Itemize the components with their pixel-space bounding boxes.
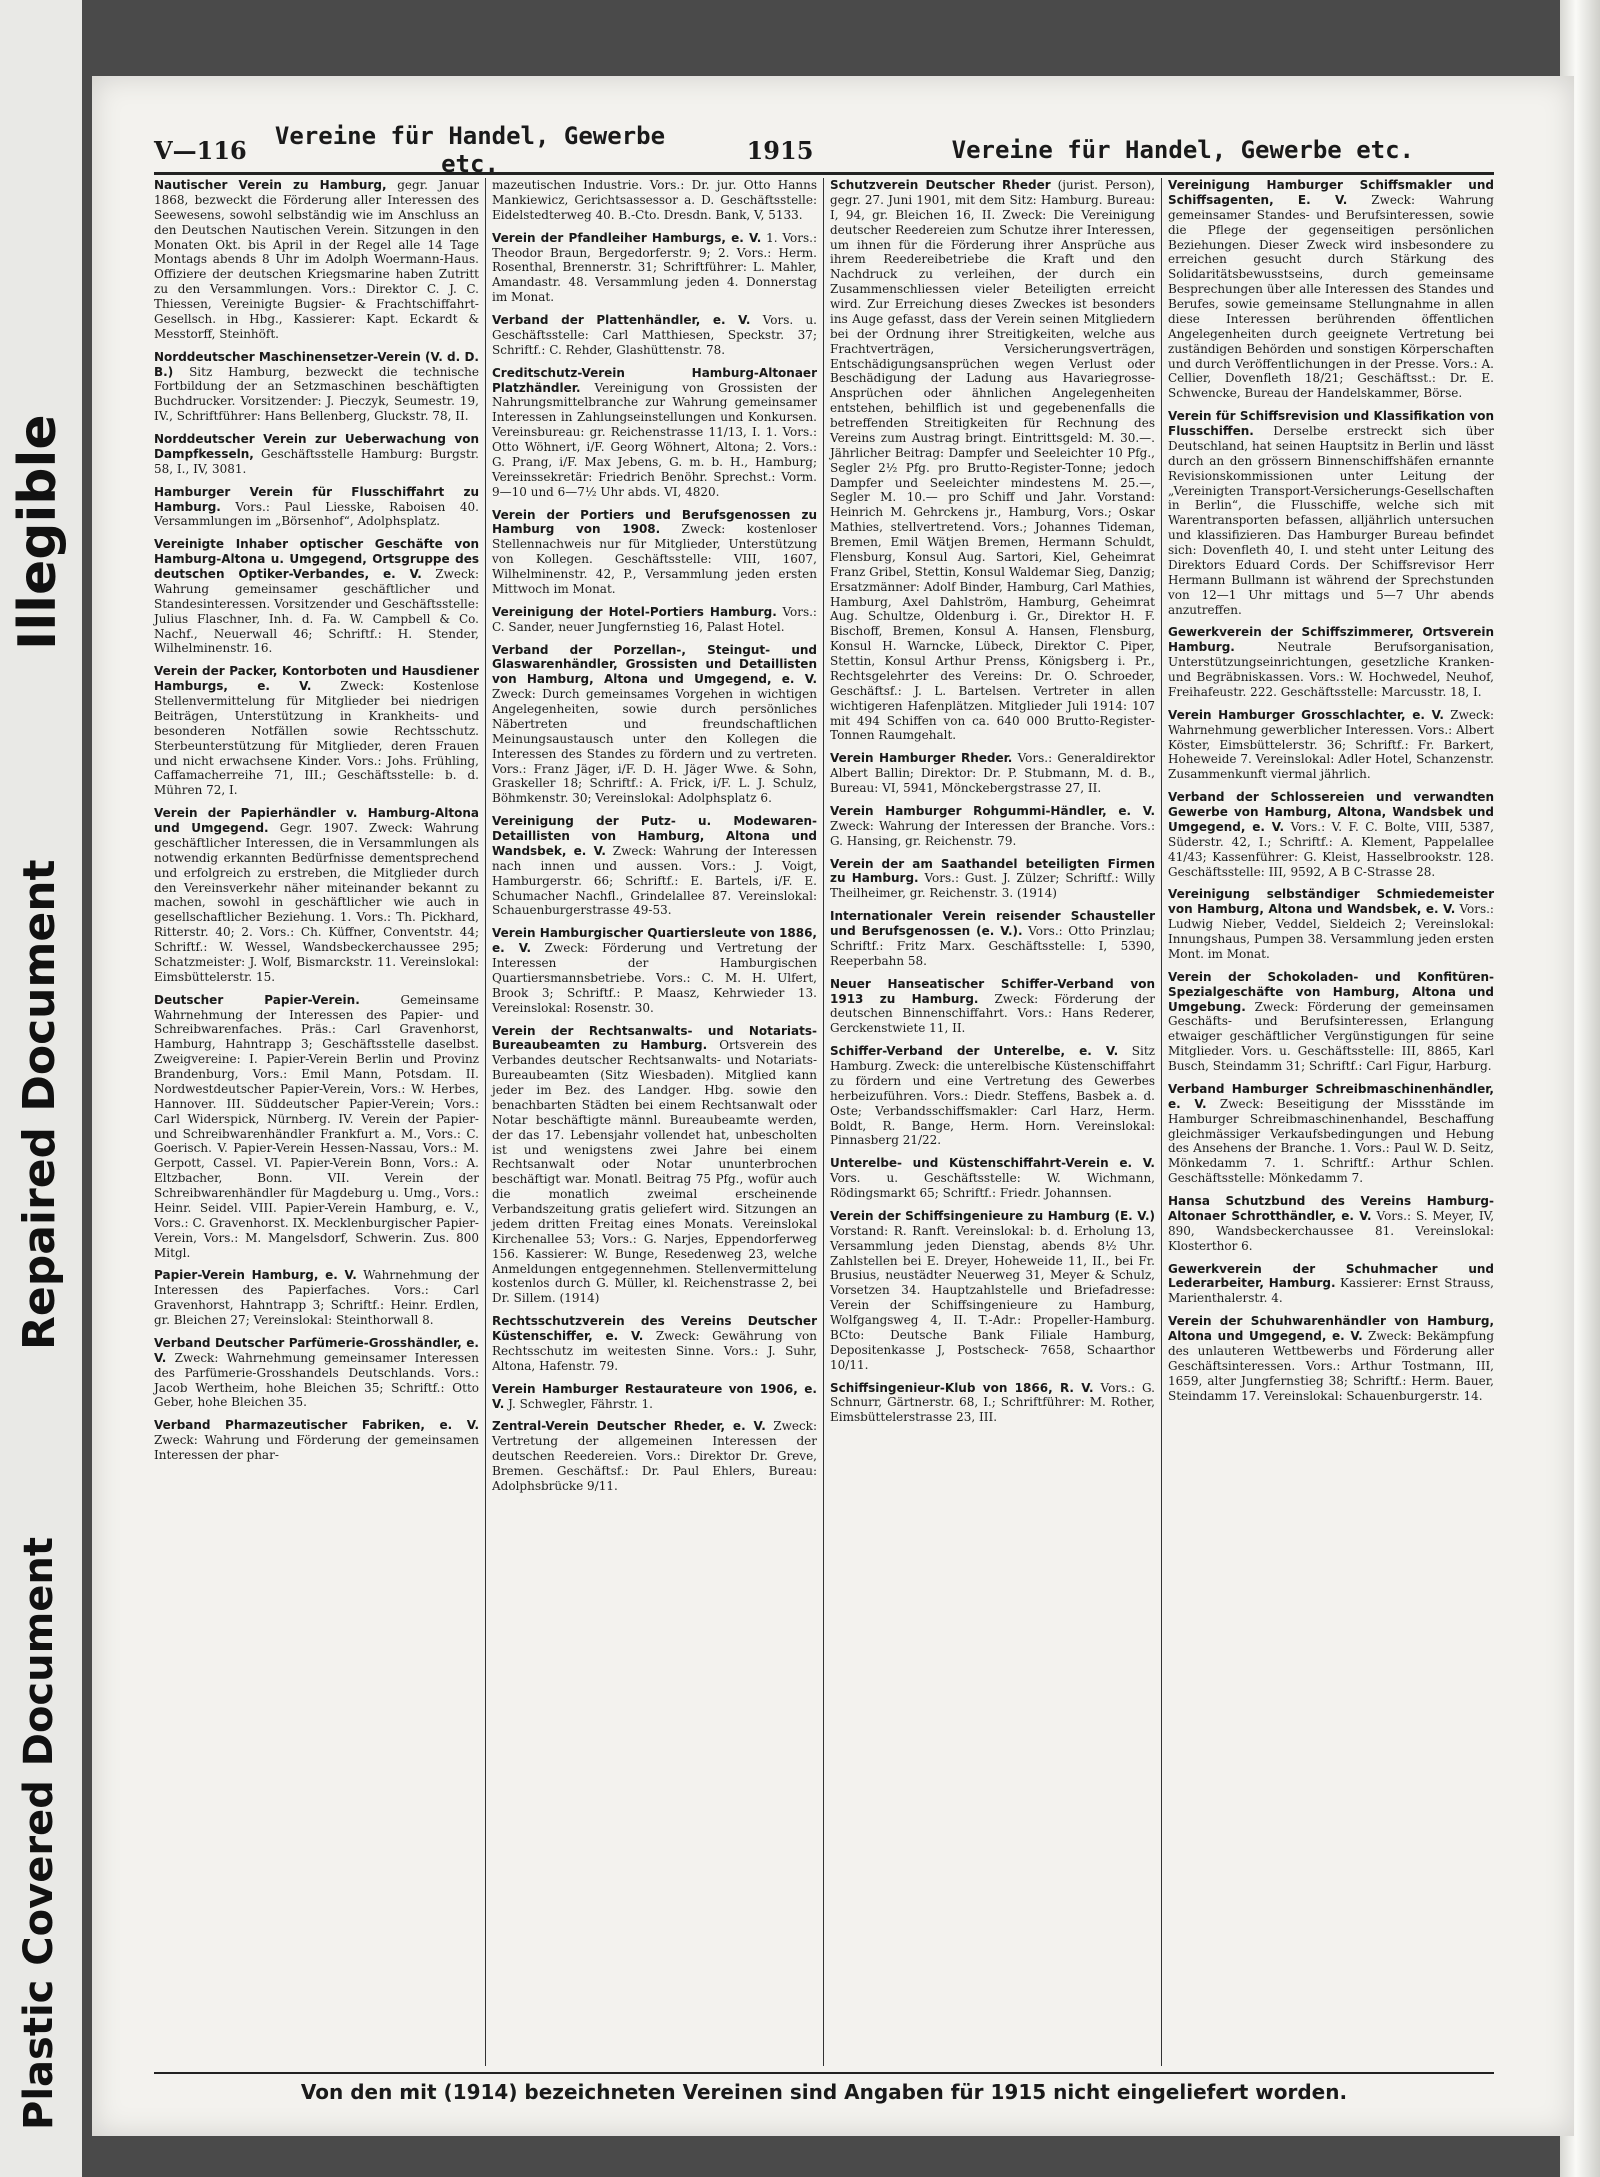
directory-entry	[1168, 790, 1494, 879]
scanned-page	[92, 76, 1574, 2136]
entry-name: Verein der Portiers und Berufsgenossen zu Hamburg von 1908.	[492, 507, 817, 537]
entry-name: Rechtsschutzverein des Vereins Deutscher Küstenschiffer, e. V.	[492, 1314, 817, 1343]
directory-entry	[154, 664, 479, 798]
entry-name: Verein der Pfandleiher Hamburgs, e. V.	[492, 230, 762, 245]
entry-text: Zweck: Wahrung gemeinsamer Standes- und Berufsinteressen, sowie die Pflege der gegenseitigen persönlichen Beziehungen. Dieser Zweck wird insbesondere zu erreichen gesucht durch Stärkung des Solidaritätsbewusstseins, durch gemeinsame Besprechungen über alle Interessen des Standes und Berufes, sowie gemeinsame Stellungnahme in allen diese Interessen berührenden öffentlichen Angelegenheiten durch geeignete Vertretung bei zuständigen Behörden und sonstigen Körperschaften und durch Veröffentlichungen in der Presse. Vors.: A. Cellier, Dovenfleth 18/21; Geschäftsst.: Dr. E. Schwencke, Bureau der Handelskammer, Börse.	[1168, 192, 1494, 401]
entry-name: Vereinigung der Hotel-Portiers Hamburg.	[492, 604, 777, 619]
column-4	[1162, 178, 1500, 2066]
entry-name: Vereinigte Inhaber optischer Geschäfte von Hamburg-Altona u. Umgegend, Ortsgruppe des deutschen Optiker-Verbandes, e. V.	[154, 537, 479, 581]
entry-name: Verein der Rechtsanwalts- und Notariats-Bureaubeamten zu Hamburg.	[492, 1023, 817, 1053]
entry-name: Schutzverein Deutscher Rheder	[830, 178, 1051, 192]
directory-entry	[830, 751, 1155, 796]
entry-name: Verein der am Saathandel beteiligten Firmen zu Hamburg.	[830, 856, 1155, 886]
entry-text: Zweck: Beseitigung der Missstände im Hamburger Schreibmaschinenhandel, Beschaffung gleichmässiger Verkaufsbedingungen und Hebung des Ansehens der Branche. 1. Vors.: Paul W. D. Seitz, Mönkedamm 7. 1. Schriftf.: Arthur Schlen. Geschäftsstelle: Mönkedamm 7.	[1168, 1096, 1494, 1186]
directory-entry	[492, 178, 817, 223]
entry-name: Gewerkverein der Schiffszimmerer, Ortsverein Hamburg.	[1168, 625, 1494, 655]
entry-text: mazeutischen Industrie. Vors.: Dr. jur. Otto Hanns Mankiewicz, Gerichtsassessor a. D. Geschäftsstelle: Eidelstedterweg 40. B.-Cto. Dresdn. Bank, V, 5133.	[492, 178, 817, 222]
entry-name: Verein der Schuhwarenhändler von Hamburg, Altona und Umgegend, e. V.	[1168, 1314, 1494, 1343]
entry-name: Neuer Hanseatischer Schiffer-Verband von 1913 zu Hamburg.	[830, 976, 1155, 1006]
directory-entry	[492, 366, 817, 500]
directory-entry	[492, 605, 817, 635]
directory-entry	[1168, 1194, 1494, 1254]
year: 1915	[746, 135, 814, 165]
directory-entry	[154, 1418, 479, 1463]
page-number: V—116	[154, 135, 247, 165]
text-columns	[148, 178, 1500, 2066]
entry-name: Vereinigung der Putz- u. Modewaren-Detaillisten von Hamburg, Altona und Wandsbek, e. V.	[492, 814, 817, 858]
directory-entry	[830, 1156, 1155, 1201]
directory-entry	[1168, 1082, 1494, 1186]
directory-entry	[154, 432, 479, 477]
page-header	[154, 122, 1494, 178]
entry-text: Vors. u. Geschäftsstelle: Carl Matthiesen, Speckstr. 37; Schriftf.: C. Rehder, Glashüttenstr. 78.	[492, 313, 817, 357]
directory-entry	[492, 643, 817, 807]
entry-text: Zweck: Förderung der deutschen Binnenschiffahrt. Vors.: Hans Rederer, Gerckenstwiete 11, II.	[830, 991, 1155, 1036]
directory-entry	[1168, 887, 1494, 961]
directory-entry	[492, 313, 817, 358]
entry-text: Vors.: Ludwig Nieber, Veddel, Sieldeich 2; Vereinslokal: Innungshaus, Pumpen 38. Versammlung jeden ersten Mont. im Monat.	[1168, 902, 1494, 961]
entry-name: Verein Hamburgischer Quartiersleute von 1886, e. V.	[492, 926, 817, 956]
entry-name: Norddeutscher Maschinensetzer-Verein (V. d. D. B.)	[154, 349, 479, 379]
directory-entry	[492, 231, 817, 305]
entry-text: Zweck: Wahrnehmung gewerblicher Interessen. Vors.: Albert Köster, Eimsbüttelerstr. 36; Schriftf.: Fr. Barkert, Hoheweide 7. Vereinslokal: Adler Hotel, Schanzenstr. Zusammenkunft viermal jährlich.	[1168, 707, 1494, 782]
entry-text: Zweck: Wahrung der Interessen der Branche. Vors.: G. Hansing, gr. Reichenstr. 79.	[830, 818, 1155, 848]
entry-name: Creditschutz-Verein Hamburg-Altonaer Platzhändler.	[492, 365, 817, 395]
entry-text: Geschäftsstelle Hamburg: Burgstr. 58, I., IV, 3081.	[154, 446, 479, 476]
directory-entry	[154, 178, 479, 342]
entry-text: Neutrale Berufsorganisation, Unterstützungseinrichtungen, gesetzliche Kranken- und Begräbniskassen. Vors.: W. Hochwedel, Neuhof, Freihafeustr. 222. Geschäftsstelle: Marcusstr. 18, I.	[1168, 640, 1494, 699]
entry-text: 1. Vors.: Theodor Braun, Bergedorferstr. 9; 2. Vors.: Herm. Rosenthal, Brennerstr. 31; Schriftführer: L. Mahler, Amandastr. 48. Versammlung jeden 4. Donnerstag im Monat.	[492, 230, 817, 305]
entry-name: Vereinigung selbständiger Schmiedemeister von Hamburg, Altona und Wandsbek, e. V.	[1168, 887, 1494, 917]
entry-name: Zentral-Verein Deutscher Rheder, e. V.	[492, 1419, 766, 1434]
entry-text: Zweck: Wahrnehmung gemeinsamer Interessen des Parfümerie-Grosshandels Deutschlands. Vors.: Jacob Wertheim, hohe Bleichen 35; Schriftf.: Otto Geber, hohe Bleichen 35.	[154, 1350, 479, 1410]
directory-entry	[830, 977, 1155, 1037]
directory-entry	[492, 508, 817, 597]
entry-text: Vors.: S. Meyer, IV, 890, Wandsbeckerchaussee 81. Vereinslokal: Klosterthor 6.	[1168, 1208, 1495, 1253]
directory-entry	[1168, 970, 1494, 1074]
entry-name: Nautischer Verein zu Hamburg,	[154, 178, 387, 192]
directory-entry	[154, 1336, 479, 1410]
column-1	[148, 178, 486, 2066]
directory-entry	[154, 350, 479, 424]
directory-entry	[492, 926, 817, 1015]
column-3	[824, 178, 1162, 2066]
entry-text: Gegr. 1907. Zweck: Wahrung geschäftlicher Interessen, die in Versammlungen als notwendig erkannten Bedürfnisse dementsprechend und erfolgreich zu erstreben, die Mitglieder durch den Vereinsverkehr näher miteinander bekannt zu machen, sowohl in geschäftlicher wie auch in gesellschaftlicher Beziehung. 1. Vors.: Th. Pickhard, Ritterstr. 40; 2. Vors.: Ch. Küffner, Conventstr. 44; Schriftf.: W. Wessel, Wandsbeckerchaussee 295; Schatzmeister: J. Wolf, Bismarckstr. 11. Vereinslokal: Eimsbüttelerstr. 15.	[154, 821, 479, 984]
stamp-illegible: Illegible	[8, 414, 68, 650]
entry-text: Vors.: Gust. J. Zülzer; Schriftf.: Willy Theilheimer, gr. Reichenstr. 3. (1914)	[830, 871, 1155, 901]
entry-text: Vors.: Paul Liesske, Raboisen 40. Versammlungen im „Börsenhof“, Adolphsplatz.	[154, 499, 479, 529]
entry-name: Verein der Schiffsingenieure zu Hamburg (E. V.)	[830, 1208, 1155, 1223]
entry-name: Verband Hamburger Schreibmaschinenhändler, e. V.	[1168, 1081, 1494, 1111]
entry-text: Zweck: Wahrung und Förderung der gemeinsamen Interessen der phar-	[154, 1433, 479, 1462]
entry-text: Ortsverein des Verbandes deutscher Rechtsanwalts- und Notariats-Bureaubeamten (Sitz Wiesbaden). Mitglied kann jeder im Bez. des Landger. Hbg. sowie den benachbarten Städten bei einem Rechtsanwalt oder Notar beschäftigte männl. Bureaubeamte werden, der das 17. Lebensjahr vollendet hat, unbescholten ist und wenigstens zwei Jahre bei einem Rechtsanwalt oder Notar ununterbrochen beschäftigt war. Monatl. Beitrag 75 Pfg., wofür auch die monatlich zweimal erscheinende Verbandszeitung gratis geliefert wird. Sitzungen an jedem dritten Freitag eines Monats. Vereinslokal Kirchenallee 53; Vors.: G. Narjes, Eppendorferweg 156. Kassierer: W. Bunge, Resedenweg 23, welche Anmeldungen entgegennehmen. Stellenvermittelung kostenlos durch G. Müller, kl. Reichenstrasse 2, bei Dr. Sillem. (1914)	[492, 1038, 817, 1306]
stamp-plastic-covered-document: Plastic Covered Document	[16, 1536, 62, 2130]
directory-entry	[492, 1024, 817, 1307]
entry-text: Zweck: Bekämpfung des unlauteren Wettbewerbs und Förderung aller Geschäftsinteressen. Vors.: Arthur Tostmann, III, 1659, alter Jungfernstieg 38; Schriftf.: Herm. Bauer, Steindamm 17. Vereinslokal: Schauenburgerstr. 14.	[1168, 1329, 1494, 1403]
entry-name: Verein der Schokoladen- und Konfitüren-Spezialgeschäfte von Hamburg, Altona und Umgebung.	[1168, 969, 1494, 1014]
entry-name: Verein für Schiffsrevision und Klassifikation von Flusschiffen.	[1168, 409, 1494, 438]
entry-text: Zweck: Förderung und Vertretung der Interessen der Hamburgischen Quartiersmannsbetriebe. Vors.: C. M. H. Ulfert, Brook 3; Schriftf.: P. Maasz, Kehrwieder 13. Vereinslokal: Rosenstr. 30.	[492, 941, 817, 1015]
entry-name: Verband Deutscher Parfümerie-Grosshändler, e. V.	[154, 1335, 479, 1365]
directory-entry	[154, 537, 479, 656]
directory-entry	[492, 814, 817, 918]
entry-text: Zweck: Förderung der gemeinsamen Geschäfts- und Berufsinteressen, Erlangung etwaiger geschäftlicher Vergünstigungen für seine Mitglieder. Vors. u. Geschäftsstelle: III, 8865, Karl Busch, Steindamm 31; Schriftf.: Carl Figur, Harburg.	[1168, 999, 1494, 1073]
entry-name: Hamburger Verein für Flusschiffahrt zu Hamburg.	[154, 484, 479, 514]
entry-name: Verband Pharmazeutischer Fabriken, e. V.	[154, 1418, 479, 1433]
archive-stamps	[0, 0, 82, 2177]
entry-text: Zweck: Gewährung von Rechtsschutz im weitesten Sinne. Vors.: J. Suhr, Altona, Hafenstr. 79.	[492, 1329, 817, 1373]
entry-name: Verein der Packer, Kontorboten und Hausdiener Hamburgs, e. V.	[154, 664, 479, 694]
running-title-left: Vereine für Handel, Gewerbe etc.	[274, 122, 666, 178]
footnote: Von den mit (1914) bezeichneten Vereinen sind Angaben für 1915 nicht eingeliefert worden.	[154, 2072, 1494, 2104]
entry-text: Zweck: kostenloser Stellennachweis nur für Mitglieder, Unterstützung von Kollegen. Geschäftsstelle: VIII, 1607, Wilhelminenstr. 42, P., Versammlung jeden ersten Mittwoch im Monat.	[492, 522, 817, 596]
entry-text: Zweck: Vertretung der allgemeinen Interessen der deutschen Reedereien. Vors.: Direktor Dr. Greve, Bremen. Geschäftsf.: Dr. Paul Ehlers, Bureau: Adolphsbrücke 9/11.	[492, 1419, 817, 1493]
entry-text: Vors.: V. F. C. Bolte, VIII, 5387, Süderstr. 42, I.; Schriftf.: A. Klement, Pappelallee 41/43; Kassenführer: G. Kleist, Hasselbrookstr. 128. Geschäftsstelle: III, 9592, A B C-Strasse 28.	[1168, 819, 1494, 879]
directory-entry	[830, 909, 1155, 969]
entry-text: Vors.: Generaldirektor Albert Ballin; Direktor: Dr. P. Stubmann, M. d. B., Bureau: VI, 5941, Mönckebergstrasse 27, II.	[830, 751, 1155, 795]
column-2	[486, 178, 824, 2066]
directory-entry	[492, 1419, 817, 1493]
entry-name: Verband der Schlossereien und verwandten Gewerbe von Hamburg, Altona, Wandsbek und Umgegend, e. V.	[1168, 790, 1494, 834]
directory-entry	[830, 1209, 1155, 1373]
entry-text: Derselbe erstreckt sich über Deutschland, hat seinen Hauptsitz in Berlin und lässt durch an den grössern Binnenschiffshäfen ernannte Revisionskommissionen unter Leitung der „Vereinigten Transport-Versicherungs-Gesellschaften in Berlin“, die Flusschiffe, welche sich mit Warentransporten befassen, alljährlich untersuchen und klassifizieren. Das Hamburger Bureau befindet sich: Dovenfleth 40, I. und steht unter Leitung des Direktors Eduard Cords. Der Schiffsrevisor Herr Hermann Bullmann ist während der Sprechstunden von 12—1 Uhr mittags und 5—7 Uhr abends anzutreffen.	[1168, 424, 1494, 617]
stamp-repaired-document: Repaired Document	[14, 859, 65, 1350]
directory-entry	[154, 485, 479, 530]
entry-text: (jurist. Person), gegr. 27. Juni 1901, mit dem Sitz: Hamburg. Bureau: I, 94, gr. Bleichen 16, II. Zweck: Die Vereinigung deutscher Reedereien zum Schutze ihrer Interessen, um ihnen für die Förderung ihrer Ansprüche aus ihrem Reedereibetriebe die Kraft und den Nachdruck zu verleihen, der durch ein Zusammenschliessen vieler Beteiligten erreicht wird. Zur Erreichung dieses Zweckes ist besonders ins Auge gefasst, dass der Verein seinen Mitgliedern bei der Ordnung ihrer Streitigkeiten, welche aus Frachtverträgen, Versicherungsverträgen, Entschädigungsansprüchen wegen Verlust oder Beschädigung der Ladung aus Havariegrosse-Ansprüchen oder ähnlichen Angelegenheiten entstehen, behilflich ist und gegebenenfalls die betreffenden Streitigkeiten für Rechnung des Vereins zum Austrag bringt. Eintrittsgeld: M. 30.—. Jährlicher Beitrag: Dampfer und Seeleichter 10 Pfg., Segler 2½ Pfg. pro Brutto-Register-Tonne; jedoch Dampfer und Seeleichter mindestens M. 25.—, Segler M. 10.— pro Schiff und Jahr. Vorstand: Heinrich M. Gehrckens jr., Hamburg, Vors.; Oskar Mathies, stellvertretend. Vors.; Johannes Tideman, Bremen, Emil Wätjen Bremen, Hermann Schuldt, Flensburg, Konsul Aug. Sartori, Kiel, Geheimrat Franz Gribel, Stettin, Konsul Waldemar Sieg, Danzig; Ersatzmänner: Adolf Binder, Hamburg, Carl Mathies, Hamburg, Axel Dahlström, Hamburg, Geheimrat Aug. Schultze, Oldenburg i. Gr., Direktor H. F. Bischoff, Bremen, Konsul A. Hansen, Flensburg, Konsul H. Warncke, Lübeck, Direktor C. Piper, Stettin, Konsul Arthur Prenss, Königsberg i. Pr., Rechtsgelehrter des Vereins: Dr. O. Schroeder, Geschäftsf.: J. L. Bartelsen. Vertreter in allen wichtigeren Hafenplätzen. Mitglieder Juli 1914: 107 mit 494 Schiffen von ca. 640 000 Brutto-Register-Tonnen Raumgehalt.	[830, 178, 1155, 743]
entry-text: Kassierer: Ernst Strauss, Marienthalerstr. 4.	[1168, 1276, 1494, 1306]
entry-name: Verband der Porzellan-, Steingut- und Glaswarenhändler, Grossisten und Detaillisten von Hamburg, Altona und Umgegend, e. V.	[492, 642, 817, 687]
entry-text: Vors. u. Geschäftsstelle: W. Wichmann, Rödingsmarkt 65; Schriftf.: Friedr. Johannsen.	[830, 1171, 1155, 1200]
directory-entry	[830, 1381, 1155, 1426]
directory-entry	[1168, 409, 1494, 617]
entry-name: Papier-Verein Hamburg, e. V.	[154, 1268, 357, 1283]
entry-text: J. Schwegler, Fährstr. 1.	[508, 1396, 653, 1411]
entry-text: Sitz Hamburg, bezweckt die technische Fortbildung der an Setzmaschinen beschäftigten Buchdrucker. Vorsitzender: J. Pieczyk, Seumestr. 19, IV., Schriftführer: Hans Bellenberg, Gluckstr. 78, II.	[154, 364, 479, 424]
directory-entry	[1168, 1314, 1494, 1403]
entry-text: Vorstand: R. Ranft. Vereinslokal: b. d. Erholung 13, Versammlung jeden Dienstag, abends 8½ Uhr. Zahlstellen bei E. Dreyer, Hoheweide 11, II., bei Fr. Brusius, neustädter Neuerweg 31, Meyer & Schulz, Vorsetzen 34. Hauptzahlstelle und Briefadresse: Verein der Schiffsingenieure zu Hamburg, Wolfgangsweg 4, II. T.-Adr.: Propeller-Hamburg. BCto: Deutsche Bank Filiale Hamburg, Depositenkasse J, Postscheck- 7658, Schaarthor 10/11.	[830, 1223, 1155, 1372]
running-title-right: Vereine für Handel, Gewerbe etc.	[951, 136, 1414, 164]
directory-entry	[830, 804, 1155, 849]
entry-name: Unterelbe- und Küstenschiffahrt-Verein e. V.	[830, 1156, 1155, 1171]
entry-name: Deutscher Papier-Verein.	[154, 992, 360, 1007]
directory-entry	[1168, 708, 1494, 782]
entry-name: Hansa Schutzbund des Vereins Hamburg-Altonaer Schrotthändler, e. V.	[1168, 1194, 1494, 1223]
directory-entry	[492, 1382, 817, 1412]
entry-text: Zweck: Wahrung gemeinsamer geschäftlicher und Standesinteressen. Vorsitzender und Geschäftsstelle: Julius Flaschner, Inh. d. Fa. W. Campbell & Co. Nachf., Neuerwall 46; Schriftf.: H. Stender, Wilhelminenstr. 16.	[154, 567, 479, 656]
entry-text: Vors.: G. Schnurr, Gärtnerstr. 68, I.; Schriftführer: M. Rother, Eimsbüttelerstrasse 23, III.	[830, 1380, 1155, 1425]
entry-text: Zweck: Wahrung der Interessen nach innen und aussen. Vors.: J. Voigt, Hamburgerstr. 66; Schriftf.: E. Bartels, i/F. E. Schumacher Nachfl., Grindelallee 87. Vereinslokal: Schauenburgerstrasse 49-53.	[492, 843, 817, 918]
entry-name: Norddeutscher Verein zur Ueberwachung von Dampfkesseln,	[154, 432, 479, 461]
entry-name: Verein Hamburger Rheder.	[830, 751, 1013, 766]
entry-text: Zweck: Durch gemeinsames Vorgehen in wichtigen Angelegenheiten, sowie durch persönliches Näbertreten und freundschaftlichen Meinungsaustausch unter den Kollegen die Interessen des Standes zu fördern und zu vertreten. Vors.: Franz Jäger, i/F. D. H. Jäger Wwe. & Sohn, Graskeller 18; Schriftf.: A. Frick, i/F. L. J. Schulz, Böhmkenstr. 30; Vereinslokal: Adolphsplatz 6.	[492, 687, 817, 806]
entry-name: Verein Hamburger Rohgummi-Händler, e. V.	[830, 803, 1155, 818]
entry-text: Vors.: C. Sander, neuer Jungfernstieg 16, Palast Hotel.	[492, 604, 817, 634]
directory-entry	[830, 857, 1155, 902]
directory-entry	[154, 1268, 479, 1328]
entry-name: Schiffsingenieur-Klub von 1866, R. V.	[830, 1380, 1094, 1395]
entry-text: Vors.: Otto Prinzlau; Schriftf.: Fritz Marx. Geschäftsstelle: I, 5390, Reeperbahn 58.	[830, 924, 1155, 968]
directory-entry	[830, 1044, 1155, 1148]
entry-name: Verband der Plattenhändler, e. V.	[492, 313, 751, 327]
directory-entry	[1168, 1262, 1494, 1307]
entry-text: gegr. Januar 1868, bezweckt die Förderung aller Interessen des Seewesens, sowohl selbständig wie im Anschluss an den Deutschen Nautischen Verein. Sitzungen in den Monaten Okt. bis April in der Regel alle 14 Tage Montags abends 8 Uhr im Adolph Woermann-Haus. Offiziere der deutschen Kriegsmarine haben Zutritt zu den Versammlungen. Vors.: Direktor C. J. C. Thiessen, Vereinigte Bugsier- & Frachtschiffahrt-Gesellsch. in Hbg., Kassierer: Kapt. Eckardt & Messtorff, Steinhöft.	[154, 178, 479, 341]
entry-name: Gewerkverein der Schuhmacher und Lederarbeiter, Hamburg.	[1168, 1261, 1494, 1291]
entry-name: Verein Hamburger Grosschlachter, e. V.	[1168, 707, 1444, 722]
entry-text: Zweck: Kostenlose Stellenvermittelung für Mitglieder bei niedrigen Beiträgen, Unterstützung in Krankheits- und besonderen Notfällen sowie Rechtsschutz. Sterbeunterstützung für Mitglieder, deren Frauen und nicht erwachsene Kinder. Vors.: Johs. Frühling, Caffamacherreihe 71, III.; Geschäftsstelle: b. d. Mühren 72, I.	[154, 679, 480, 798]
directory-entry	[1168, 625, 1494, 699]
entry-text: Sitz Hamburg. Zweck: die unterelbische Küstenschiffahrt zu fördern und eine Vertretung des Gewerbes herbeizuführen. Vors.: Diedr. Steffens, Basbek a. d. Oste; Verbandsschiffsmakler: Carl Harz, Herm. Boldt, R. Bange, Herm. Horn. Vereinslokal: Pinnasberg 21/22.	[830, 1044, 1155, 1148]
directory-entry	[154, 806, 479, 985]
entry-name: Verein Hamburger Restaurateure von 1906, e. V.	[492, 1381, 817, 1411]
directory-entry	[492, 1314, 817, 1374]
directory-entry	[154, 993, 479, 1261]
entry-text: Gemeinsame Wahrnehmung der Interessen des Papier- und Schreibwarenfaches. Präs.: Carl Gravenhorst, Hamburg, Hahntrapp 3; Geschäftsstelle daselbst. Zweigvereine: I. Papier-Verein Berlin und Provinz Brandenburg, Vors.: Emil Mann, Potsdam. II. Nordwestdeutscher Papier-Verein, Vors.: W. Herbes, Hannover. III. Süddeutscher Papier-Verein; Vors.: Carl Widerspick, Nürnberg. IV. Verein der Papier- und Schreibwarenhändler Frankfurt a. M., Vors.: C. Goerisch. V. Papier-Verein Hessen-Nassau, Vors.: M. Gerpott, Cassel. VI. Papier-Verein Bonn, Vors.: A. Eltzbacher, Bonn. VII. Verein der Schreibwarenhändler für Magdeburg u. Umg., Vors.: Heinr. Seidel. VIII. Papier-Verein Hamburg, e. V., Vors.: C. Gravenhorst. IX. Mecklenburgischer Papier-Verein, Vors.: M. Mangelsdorf, Schwerin. Zus. 800 Mitgl.	[154, 992, 479, 1260]
directory-entry	[830, 178, 1155, 743]
entry-name: Verein der Papierhändler v. Hamburg-Altona und Umgegend.	[154, 806, 479, 835]
entry-text: Vereinigung von Grossisten der Nahrungsmittelbranche zur Wahrung gemeinsamer Interessen in Zahlungseinstellungen und Konkursen. Vereinsbureau: gr. Reichenstrasse 11/13, I. 1. Vors.: Otto Wöhnert, i/F. Georg Wöhnert, Altona; 2. Vors.: G. Prang, i/F. Max Jebens, G. m. b. H., Hamburg; Vereinssekretär: Friedrich Benöhr. Sprechst.: Vorm. 9—10 und 6—7½ Uhr abds. VI, 4820.	[492, 380, 817, 499]
entry-text: Wahrnehmung der Interessen des Papierfaches. Vors.: Carl Gravenhorst, Hahntrapp 3; Schriftf.: Heinr. Erdlen, gr. Bleichen 27; Vereinslokal: Steinthorwall 8.	[154, 1268, 479, 1327]
entry-name: Internationaler Verein reisender Schausteller und Berufsgenossen (e. V.).	[830, 909, 1155, 938]
entry-name: Schiffer-Verband der Unterelbe, e. V.	[830, 1044, 1119, 1059]
entry-name: Vereinigung Hamburger Schiffsmakler und Schiffsagenten, E. V.	[1168, 178, 1494, 207]
directory-entry	[1168, 178, 1494, 401]
